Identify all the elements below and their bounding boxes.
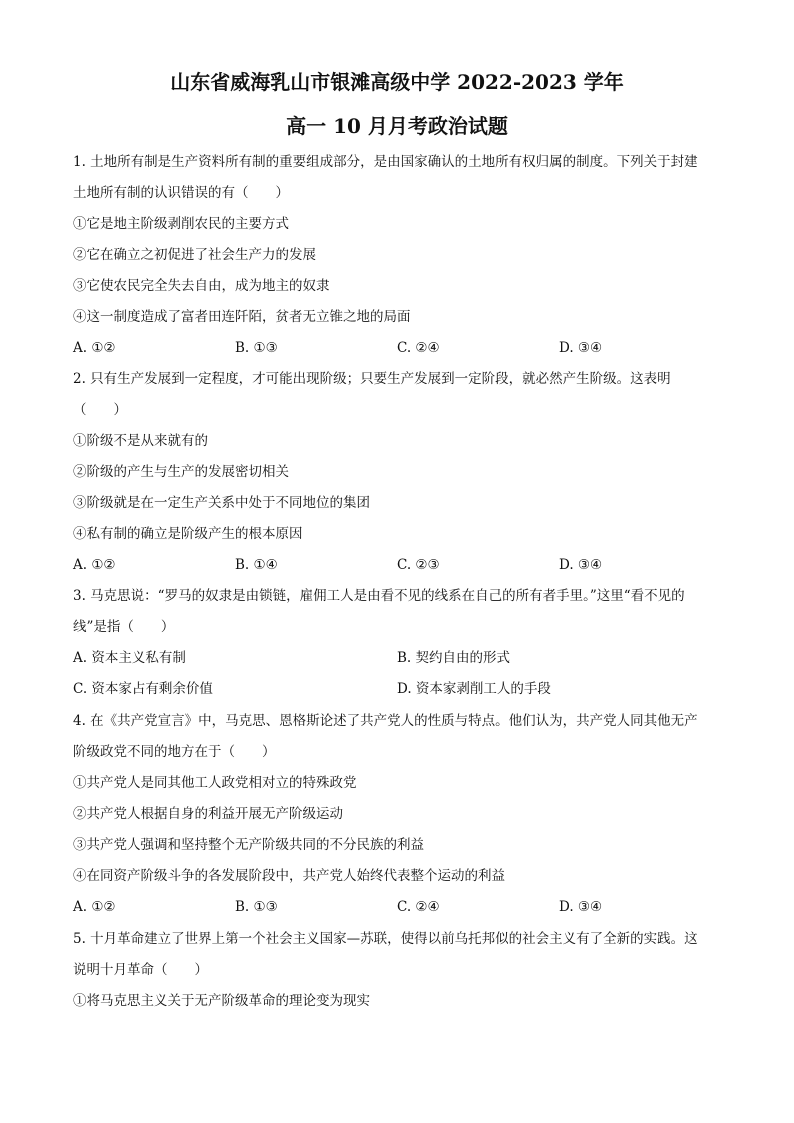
q4-option-b: B. ①③ [235, 899, 278, 915]
q5-stem-line1: 5. 十月革命建立了世界上第一个社会主义国家—苏联，使得以前乌托邦似的社会主义有了全新的实践。这 [73, 931, 698, 947]
q2-option-c: C. ②③ [397, 557, 440, 573]
q4-statement-3: ③共产党人强调和坚持整个无产阶级共同的不分民族的利益 [73, 837, 424, 853]
q2-option-d: D. ③④ [559, 557, 603, 573]
q1-option-c: C. ②④ [397, 340, 440, 356]
q2-statement-4: ④私有制的确立是阶级产生的根本原因 [73, 526, 303, 542]
exam-title-line1: 山东省威海乳山市银滩高级中学 2022-2023 学年 [170, 70, 624, 94]
q3-option-b: B. 契约自由的形式 [397, 650, 511, 666]
q2-statement-3: ③阶级就是在一定生产关系中处于不同地位的集团 [73, 495, 370, 511]
q5-stem-line2: 说明十月革命（ ） [73, 962, 208, 978]
q1-statement-1: ①它是地主阶级剥削农民的主要方式 [73, 216, 289, 232]
q3-stem-line1: 3. 马克思说：“罗马的奴隶是由锁链，雇佣工人是由看不见的线系在自己的所有者手里。”这里“看不见的 [73, 588, 685, 604]
q1-statement-4: ④这一制度造成了富者田连阡陌，贫者无立锥之地的局面 [73, 309, 411, 325]
q3-option-c: C. 资本家占有剩余价值 [73, 681, 213, 697]
q2-stem-line2: （ ） [73, 402, 127, 418]
q4-stem-line1: 4. 在《共产党宣言》中，马克思、恩格斯论述了共产党人的性质与特点。他们认为，共产党人同其他无产 [73, 713, 698, 729]
q4-statement-2: ②共产党人根据自身的利益开展无产阶级运动 [73, 806, 343, 822]
q2-stem-line1: 2. 只有生产发展到一定程度，才可能出现阶级；只要生产发展到一定阶段，就必然产生阶级。这表明 [73, 371, 671, 387]
q2-statement-1: ①阶级不是从来就有的 [73, 433, 208, 449]
q1-statement-2: ②它在确立之初促进了社会生产力的发展 [73, 247, 316, 263]
q4-statement-1: ①共产党人是同其他工人政党相对立的特殊政党 [73, 775, 357, 791]
q1-stem-line1: 1. 土地所有制是生产资料所有制的重要组成部分，是由国家确认的土地所有权归属的制度。下列关于封建 [73, 154, 698, 170]
q4-option-a: A. ①② [73, 899, 116, 915]
q1-option-d: D. ③④ [559, 340, 603, 356]
q2-option-b: B. ①④ [235, 557, 278, 573]
q4-stem-line2: 阶级政党不同的地方在于（ ） [73, 744, 276, 760]
q1-option-b: B. ①③ [235, 340, 278, 356]
q4-statement-4: ④在同资产阶级斗争的各发展阶段中，共产党人始终代表整个运动的利益 [73, 868, 505, 884]
q3-stem-line2: 线”是指（ ） [73, 619, 175, 635]
q3-option-d: D. 资本家剥削工人的手段 [397, 681, 551, 697]
q2-statement-2: ②阶级的产生与生产的发展密切相关 [73, 464, 289, 480]
q2-option-a: A. ①② [73, 557, 116, 573]
q1-stem-line2: 土地所有制的认识错误的有（ ） [73, 185, 289, 201]
exam-title-line2: 高一 10 月月考政治试题 [286, 114, 508, 138]
q5-statement-1: ①将马克思主义关于无产阶级革命的理论变为现实 [73, 993, 370, 1009]
q1-statement-3: ③它使农民完全失去自由，成为地主的奴隶 [73, 278, 330, 294]
q4-option-c: C. ②④ [397, 899, 440, 915]
q3-option-a: A. 资本主义私有制 [73, 650, 186, 666]
q4-option-d: D. ③④ [559, 899, 603, 915]
q1-option-a: A. ①② [73, 340, 116, 356]
